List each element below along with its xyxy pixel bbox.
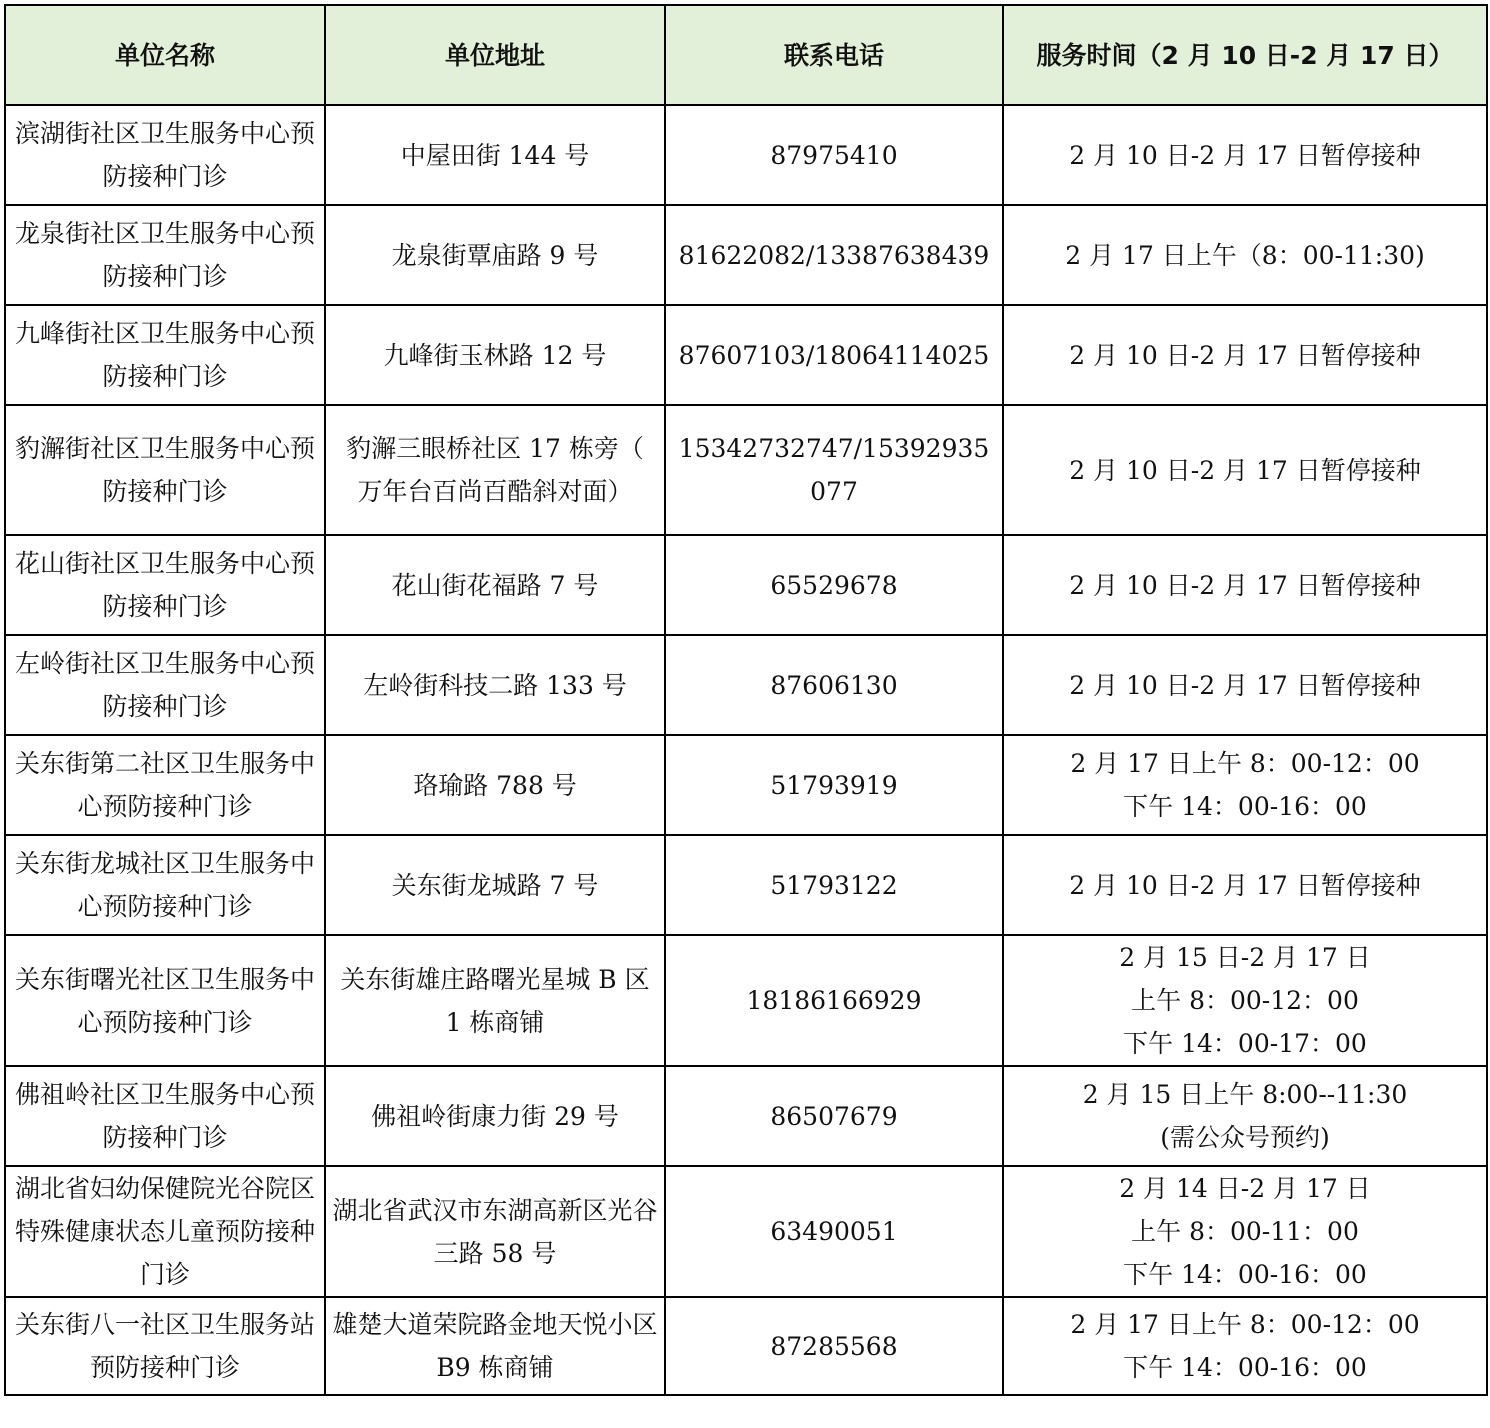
service-time-line: 下午 14：00-17：00 (1123, 1029, 1367, 1058)
service-time-line: 2 月 10 日-2 月 17 日暂停接种 (1069, 140, 1421, 170)
header-phone: 联系电话 (665, 5, 1003, 105)
unit-name-cell: 关东街龙城社区卫生服务中心预防接种门诊 (5, 835, 325, 935)
unit-name-cell: 花山街社区卫生服务中心预防接种门诊 (5, 535, 325, 635)
table-row (5, 205, 1487, 305)
service-time-cell (1003, 1166, 1487, 1297)
unit-address-cell: 关东街龙城路 7 号 (325, 835, 665, 935)
service-time-cell (1003, 1297, 1487, 1395)
table-row (5, 535, 1487, 635)
table-row (5, 405, 1487, 535)
phone-cell: 87607103/18064114025 (665, 305, 1003, 405)
header-service-time: 服务时间（2 月 10 日-2 月 17 日） (1003, 5, 1487, 105)
unit-name-cell: 豹澥街社区卫生服务中心预防接种门诊 (5, 405, 325, 535)
service-time-cell (1003, 635, 1487, 735)
phone-cell: 87285568 (665, 1297, 1003, 1395)
header-unit-address: 单位地址 (325, 5, 665, 105)
service-time-line: 2 月 10 日-2 月 17 日暂停接种 (1069, 670, 1421, 700)
table-row (5, 1166, 1487, 1297)
phone-cell: 86507679 (665, 1066, 1003, 1166)
unit-address-cell: 湖北省武汉市东湖高新区光谷三路 58 号 (325, 1166, 665, 1297)
phone-cell: 65529678 (665, 535, 1003, 635)
service-time-line: 下午 14：00-16：00 (1123, 1260, 1367, 1289)
service-time-line: 2 月 15 日上午 8:00--11:30 (1082, 1080, 1408, 1109)
service-time-line: 2 月 17 日上午（8：00-11:30) (1065, 240, 1425, 270)
phone-cell: 15342732747/15392935077 (665, 405, 1003, 535)
service-time-cell (1003, 535, 1487, 635)
unit-name-cell: 关东街第二社区卫生服务中心预防接种门诊 (5, 735, 325, 835)
service-time-line: 2 月 10 日-2 月 17 日暂停接种 (1069, 455, 1421, 485)
unit-name-cell: 湖北省妇幼保健院光谷院区特殊健康状态儿童预防接种门诊 (5, 1166, 325, 1297)
service-time-line: 2 月 10 日-2 月 17 日暂停接种 (1069, 870, 1421, 900)
phone-cell: 51793122 (665, 835, 1003, 935)
header-unit-name: 单位名称 (5, 5, 325, 105)
service-time-line: 上午 8：00-12：00 (1131, 986, 1359, 1015)
phone-cell: 81622082/13387638439 (665, 205, 1003, 305)
service-time-cell (1003, 935, 1487, 1066)
service-time-cell (1003, 1066, 1487, 1166)
table-row (5, 635, 1487, 735)
table-row (5, 835, 1487, 935)
service-time-line: 2 月 17 日上午 8：00-12：00 (1070, 1310, 1420, 1339)
unit-name-cell: 滨湖街社区卫生服务中心预防接种门诊 (5, 105, 325, 205)
phone-cell: 63490051 (665, 1166, 1003, 1297)
phone-cell: 51793919 (665, 735, 1003, 835)
unit-address-cell: 龙泉街覃庙路 9 号 (325, 205, 665, 305)
service-time-line: 2 月 15 日-2 月 17 日 (1119, 943, 1371, 972)
unit-address-cell: 珞瑜路 788 号 (325, 735, 665, 835)
service-time-line: 下午 14：00-16：00 (1123, 792, 1367, 821)
service-time-line: 2 月 17 日上午 8：00-12：00 (1070, 749, 1420, 778)
service-time-line: 2 月 10 日-2 月 17 日暂停接种 (1069, 570, 1421, 600)
service-time-line: 下午 14：00-16：00 (1123, 1353, 1367, 1382)
vaccination-clinic-table (4, 4, 1488, 1396)
service-time-cell (1003, 305, 1487, 405)
unit-name-cell: 关东街曙光社区卫生服务中心预防接种门诊 (5, 935, 325, 1066)
unit-name-cell: 佛祖岭社区卫生服务中心预防接种门诊 (5, 1066, 325, 1166)
unit-address-cell: 佛祖岭街康力街 29 号 (325, 1066, 665, 1166)
service-time-line: (需公众号预约) (1160, 1123, 1330, 1152)
service-time-cell (1003, 105, 1487, 205)
unit-address-cell: 关东街雄庄路曙光星城 B 区 1 栋商铺 (325, 935, 665, 1066)
unit-address-cell: 九峰街玉林路 12 号 (325, 305, 665, 405)
service-time-line: 上午 8：00-11：00 (1131, 1217, 1359, 1246)
table-header (5, 5, 1487, 105)
service-time-cell (1003, 735, 1487, 835)
unit-name-cell: 九峰街社区卫生服务中心预防接种门诊 (5, 305, 325, 405)
table-row (5, 1066, 1487, 1166)
unit-address-cell: 花山街花福路 7 号 (325, 535, 665, 635)
service-time-line: 2 月 10 日-2 月 17 日暂停接种 (1069, 340, 1421, 370)
service-time-cell (1003, 205, 1487, 305)
service-time-cell (1003, 835, 1487, 935)
phone-cell: 87975410 (665, 105, 1003, 205)
table-row (5, 105, 1487, 205)
unit-address-cell: 豹澥三眼桥社区 17 栋旁（ 万年台百尚百酷斜对面） (325, 405, 665, 535)
unit-address-cell: 左岭街科技二路 133 号 (325, 635, 665, 735)
table-row (5, 935, 1487, 1066)
table-row (5, 305, 1487, 405)
unit-name-cell: 龙泉街社区卫生服务中心预防接种门诊 (5, 205, 325, 305)
phone-cell: 87606130 (665, 635, 1003, 735)
unit-name-cell: 关东街八一社区卫生服务站预防接种门诊 (5, 1297, 325, 1395)
unit-address-cell: 中屋田街 144 号 (325, 105, 665, 205)
service-time-line: 2 月 14 日-2 月 17 日 (1119, 1174, 1371, 1203)
header-row (5, 5, 1487, 105)
table-body (5, 105, 1487, 1395)
service-time-cell (1003, 405, 1487, 535)
phone-cell: 18186166929 (665, 935, 1003, 1066)
table-row (5, 1297, 1487, 1395)
table-row (5, 735, 1487, 835)
unit-address-cell: 雄楚大道荣院路金地天悦小区 B9 栋商铺 (325, 1297, 665, 1395)
unit-name-cell: 左岭街社区卫生服务中心预防接种门诊 (5, 635, 325, 735)
